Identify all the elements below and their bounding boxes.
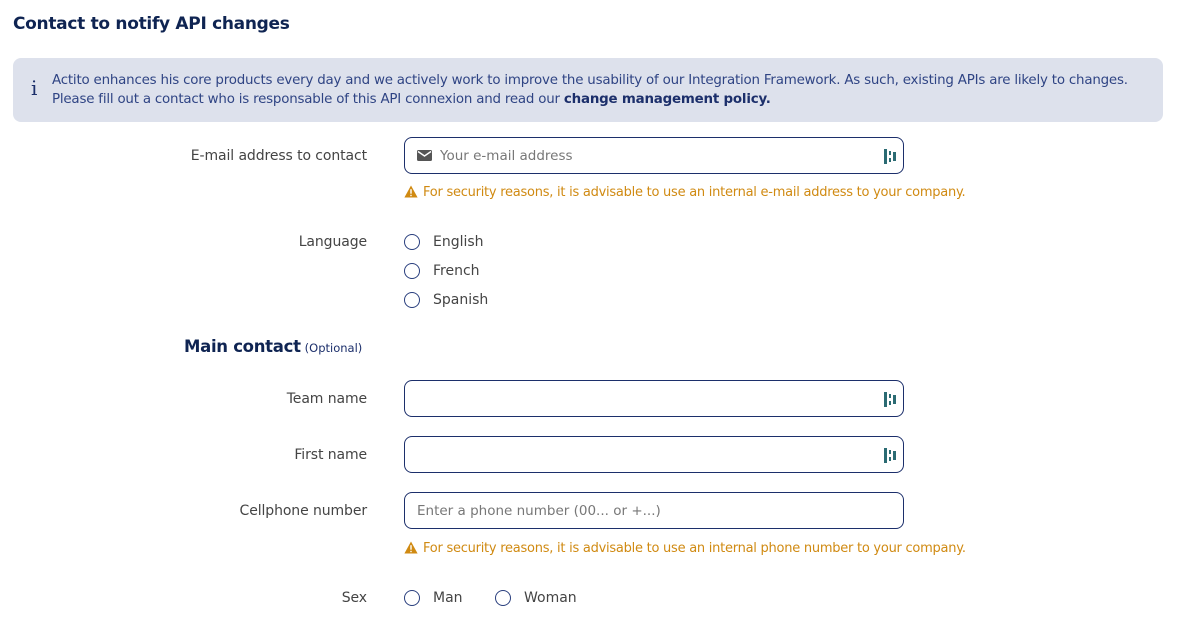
radio-button[interactable]	[404, 234, 420, 250]
radio-button[interactable]	[404, 263, 420, 279]
team-name-label: Team name	[286, 391, 367, 407]
cellphone-field-wrapper	[404, 492, 904, 529]
team-name-field-wrapper	[404, 380, 904, 417]
language-option-french[interactable]	[404, 263, 480, 279]
info-icon: i	[31, 76, 38, 100]
team-name-input[interactable]	[417, 381, 867, 416]
radio-label: French	[433, 263, 480, 279]
email-label: E-mail address to contact	[190, 148, 367, 164]
main-contact-heading	[184, 337, 362, 356]
radio-label: English	[433, 234, 484, 250]
cellphone-warning	[404, 541, 966, 556]
sex-option-man[interactable]	[404, 590, 463, 606]
language-option-spanish[interactable]	[404, 292, 488, 308]
email-input[interactable]	[440, 138, 890, 173]
optional-label: (Optional)	[304, 341, 363, 355]
cellphone-input[interactable]	[417, 493, 867, 528]
envelope-icon	[417, 150, 432, 161]
section-title: Main contact	[184, 337, 301, 356]
change-management-policy-link[interactable]: change management policy.	[563, 92, 771, 107]
info-message: Actito enhances his core products every day and we actively work to improve the usability of our Integration Framework. As such, existing APIs are likely to changes. Please fill out a contact who is responsable of this API connexion and read our	[52, 73, 1128, 107]
email-warning	[404, 185, 965, 200]
first-name-field-wrapper	[404, 436, 904, 473]
radio-button[interactable]	[404, 292, 420, 308]
warning-icon	[404, 541, 418, 554]
sex-label: Sex	[341, 590, 367, 606]
radio-button[interactable]	[404, 590, 420, 606]
radio-label: Woman	[524, 590, 577, 606]
warning-icon	[404, 185, 418, 198]
info-text	[52, 71, 1152, 109]
cellphone-warning-text: For security reasons, it is advisable to use an internal phone number to your company.	[423, 541, 966, 556]
language-label: Language	[298, 234, 367, 250]
first-name-label: First name	[294, 447, 367, 463]
info-banner	[13, 58, 1163, 122]
email-field-wrapper	[404, 137, 904, 174]
radio-label: Spanish	[433, 292, 489, 308]
radio-label: Man	[433, 590, 463, 606]
cellphone-label: Cellphone number	[239, 503, 367, 519]
password-manager-icon[interactable]	[883, 148, 897, 165]
password-manager-icon[interactable]	[883, 447, 897, 464]
radio-button[interactable]	[495, 590, 511, 606]
language-option-english[interactable]	[404, 234, 484, 250]
password-manager-icon[interactable]	[883, 391, 897, 408]
email-warning-text: For security reasons, it is advisable to use an internal e-mail address to your company.	[423, 185, 966, 200]
page-title: Contact to notify API changes	[13, 14, 290, 34]
first-name-input[interactable]	[417, 437, 867, 472]
sex-option-woman[interactable]	[495, 590, 577, 606]
